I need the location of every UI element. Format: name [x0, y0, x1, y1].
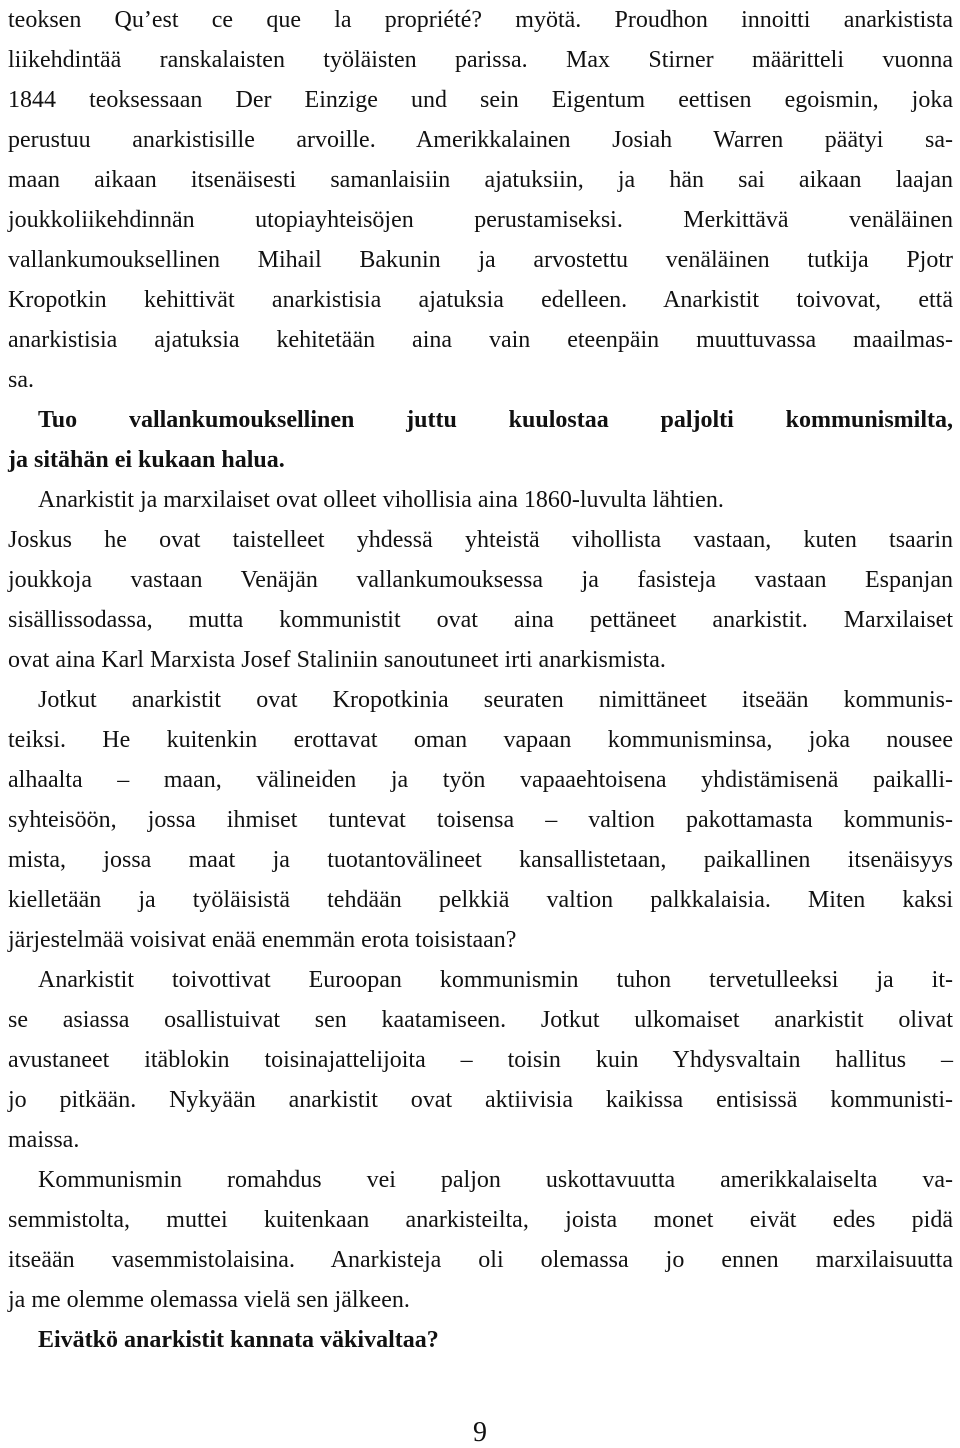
question-line: Tuo vallankumouksellinen juttu kuulostaa paljolti kommunismilta, [38, 407, 953, 433]
text-line: mista, jossa maat ja tuotantovälineet kansallistetaan, paikallinen itsenäisyys [8, 847, 953, 873]
paragraph [8, 0, 953, 400]
text-line: Kropotkin kehittivät anarkistisia ajatuksia edelleen. Anarkistit toivovat, että [8, 287, 953, 313]
text-line: itseään vasemmistolaisina. Anarkisteja oli olemassa jo ennen marxilaisuutta [8, 1247, 953, 1273]
text-line: Jotkut anarkistit ovat Kropotkinia seuraten nimittäneet itseään kommunis- [38, 687, 953, 713]
text-line: Anarkistit ja marxilaiset ovat olleet vihollisia aina 1860-luvulta lähtien. [38, 487, 724, 513]
text-line: kielletään ja työläisistä tehdään pelkkiä valtion palkkalaisia. Miten kaksi [8, 887, 953, 913]
text-line: järjestelmää voisivat enää enemmän erota toisistaan? [8, 927, 517, 953]
text-line: sisällissodassa, mutta kommunistit ovat aina pettäneet anarkistit. Marxilaiset [8, 607, 953, 633]
text-line: teoksen Qu’est ce que la propriété? myötä. Proudhon innoitti anarkistista [8, 7, 953, 33]
text-line: 1844 teoksessaan Der Einzige und sein Eigentum eettisen egoismin, joka [8, 87, 953, 113]
text-line: semmistolta, muttei kuitenkaan anarkisteilta, joista monet eivät edes pidä [8, 1207, 953, 1233]
text-line: anarkistisia ajatuksia kehitetään aina vain eteenpäin muuttuvassa maailmas- [8, 327, 953, 353]
text-line: sa. [8, 367, 34, 393]
text-line: Joskus he ovat taistelleet yhdessä yhteistä vihollista vastaan, kuten tsaarin [8, 527, 953, 553]
paragraph [8, 480, 953, 680]
text-line: Anarkistit toivottivat Euroopan kommunismin tuhon tervetulleeksi ja it- [38, 967, 953, 993]
text-line: ovat aina Karl Marxista Josef Staliniin sanoutuneet irti anarkismista. [8, 647, 666, 673]
question-heading [8, 1320, 953, 1360]
text-line: maan aikaan itsenäisesti samanlaisiin ajatuksiin, ja hän sai aikaan laajan [8, 167, 953, 193]
text-line: se asiassa osallistuivat sen kaatamiseen. Jotkut ulkomaiset anarkistit olivat [8, 1007, 953, 1033]
text-line: perustuu anarkistisille arvoille. Amerikkalainen Josiah Warren päätyi sa- [8, 127, 953, 153]
paragraph [8, 680, 953, 960]
text-line: jo pitkään. Nykyään anarkistit ovat aktiivisia kaikissa entisissä kommunisti- [8, 1087, 953, 1113]
text-line: avustaneet itäblokin toisinajattelijoita – toisin kuin Yhdysvaltain hallitus – [8, 1047, 953, 1073]
text-line: teiksi. He kuitenkin erottavat oman vapaan kommunisminsa, joka nousee [8, 727, 953, 753]
question-line: Eivätkö anarkistit kannata väkivaltaa? [38, 1327, 439, 1353]
text-line: alhaalta – maan, välineiden ja työn vapaaehtoisena yhdistämisenä paikalli- [8, 767, 953, 793]
question-line: ja sitähän ei kukaan halua. [8, 447, 285, 473]
page-number: 9 [473, 1417, 487, 1448]
text-line: vallankumouksellinen Mihail Bakunin ja arvostettu venäläinen tutkija Pjotr [8, 247, 953, 273]
text-line: joukkoliikehdinnän utopiayhteisöjen perustamiseksi. Merkittävä venäläinen [8, 207, 953, 233]
text-line: joukkoja vastaan Venäjän vallankumouksessa ja fasisteja vastaan Espanjan [8, 567, 953, 593]
text-line: Kommunismin romahdus vei paljon uskottavuutta amerikkalaiselta va- [38, 1167, 953, 1193]
page-text [8, 0, 953, 1360]
question-heading [8, 400, 953, 480]
text-line: ja me olemme olemassa vielä sen jälkeen. [8, 1287, 410, 1313]
text-line: syhteisöön, jossa ihmiset tuntevat toisensa – valtion pakottamasta kommunis- [8, 807, 953, 833]
text-line: liikehdintää ranskalaisten työläisten parissa. Max Stirner määritteli vuonna [8, 47, 953, 73]
paragraph [8, 960, 953, 1160]
paragraph [8, 1160, 953, 1320]
text-line: maissa. [8, 1127, 80, 1153]
